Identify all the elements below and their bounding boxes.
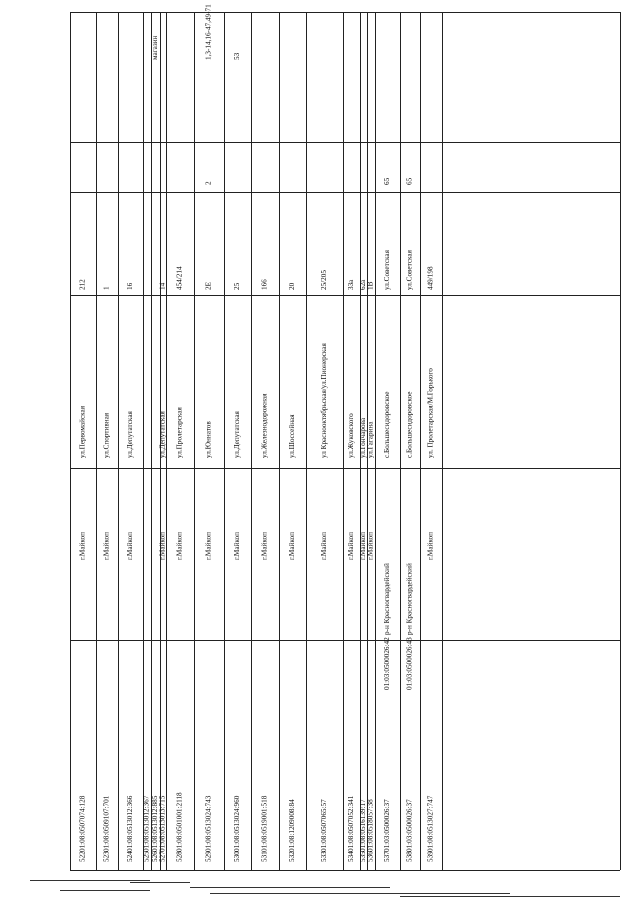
scan-artifact-line [210,893,510,894]
city: г.Майкоп [126,532,134,560]
city: г.Майкоп [426,532,435,560]
grid-line [279,12,280,870]
scan-artifact-line [400,896,620,897]
row-number: 531 [260,851,269,862]
scan-artifact-line [130,882,190,883]
grid-line [143,12,144,870]
row-number: 533 [320,851,328,862]
cadastral-number: 01:03:0500026:37 [405,799,414,852]
row-number: 535 [359,851,367,862]
row-number: 539 [426,851,435,862]
house: 25/205 [320,270,328,290]
city: г.Майкоп [260,532,269,560]
grid-line [118,12,119,870]
city: г.Майкоп [175,532,184,560]
city: г.Майкоп [366,532,375,560]
row-number: 536 [366,851,375,862]
row-number: 527 [158,851,167,862]
street: с.Большесидоровское [405,391,414,458]
cadastral-number: 01:08:0509107:701 [102,795,111,852]
house: 212 [78,279,87,290]
grid-line [306,12,307,870]
city: г.Майкоп [158,532,167,560]
house: 454/214 [175,266,184,290]
house: ул.Советская [383,250,391,290]
cadastral-number: 01:03:0500026:37 [383,799,391,852]
house: 16 [126,282,134,290]
grid-line [251,12,252,870]
note: 1,3-14,16-47,49-71 [204,4,213,60]
street: ул.Депутатская [126,411,134,458]
house: 449/198 [426,266,435,290]
city: г.Майкоп [78,532,87,560]
row-number: 528 [175,851,184,862]
grid-line [442,12,443,870]
grid-line [70,870,620,871]
city: г.Майкоп [359,532,367,560]
grid-line [70,142,620,143]
house: 166 [260,279,269,290]
city: г.Майкоп [233,532,241,560]
building: 2 [204,181,213,185]
grid-line [620,12,621,870]
row-number: 534 [347,851,355,862]
cadastral-number: 01:08:0516139:17 [359,799,367,852]
cadastral-number: 01:08:0513012:366 [126,795,134,852]
row-number: 526 [151,851,159,862]
scan-artifact-line [60,890,150,891]
street: ул.Гончарова [359,417,367,458]
grid-line [96,12,97,870]
grid-line [400,12,401,870]
street: ул.Жуковского [347,413,355,458]
house: 14 [158,282,167,290]
city: г.Майкоп [204,532,213,560]
grid-line [375,12,376,870]
area-cadastral: 01:03:0500026:42 [383,637,391,690]
street: с.Большесидоровское [383,391,391,458]
street: ул.Депутатская [158,411,167,458]
row-number: 538 [405,851,414,862]
district: р-н Красногвардейский [383,563,391,635]
grid-line [343,12,344,870]
row-number: 524 [126,851,134,862]
cadastral-number: 01:08:0513024:743 [204,795,213,852]
building: 65 [405,177,414,185]
cadastral-number: 01:08:0501001:2118 [175,792,184,852]
cadastral-number: 01:08:0518057:38 [366,799,375,852]
row-number: 537 [383,851,391,862]
street: ул.Гагарина [366,421,375,458]
grid-line [151,12,152,870]
grid-line [70,12,620,13]
cadastral-number: 01:08:0513027:747 [426,795,435,852]
city: г.Майкоп [320,532,328,560]
grid-line [420,12,421,870]
row-number: 532 [288,851,296,862]
row-number: 523 [102,851,111,862]
grid-line [70,640,620,641]
street: ул.Железнодорожная [260,393,269,458]
house: 20 [288,282,296,290]
street: ул.Юннатов [204,421,213,458]
row-number: 530 [233,851,241,862]
street: ул.Спортивная [102,412,111,458]
grid-line [224,12,225,870]
cadastral-number: 01:08:0513024:960 [233,795,241,852]
scan-artifact-line [30,880,150,881]
street: ул.Первомайская [78,405,87,458]
row-number: 522 [78,851,87,862]
grid-line [70,12,71,870]
cadastral-number: 01:08:1209008:84 [288,799,296,852]
district: р-н Красногвардейский [405,563,414,635]
city: г.Майкоп [288,532,296,560]
street: ул. Пролетарская/М.Горького [426,368,435,458]
city: г.Майкоп [347,532,355,560]
row-number: 525 [142,851,151,862]
house: 25 [233,282,241,290]
scan-artifact-line [190,887,390,888]
row-number: 529 [204,851,213,862]
city: г.Майкоп [102,532,111,560]
cadastral-number: 01:08:0513012:885 [151,795,159,852]
cadastral-number: 01:08:0507065:57 [320,799,328,852]
building: 65 [383,177,391,185]
note: 53 [233,52,241,60]
street: ул.Шоссейная [288,414,296,458]
grid-line [70,192,620,193]
cadastral-number: 01:08:0519001:518 [260,795,269,852]
house: 1 [102,286,111,290]
grid-line [70,295,620,296]
street: ул.Пролетарская [175,407,184,458]
area-cadastral: 01:03:0500026:43 [405,637,414,690]
note: магазин [151,35,159,60]
grid-line [194,12,195,870]
cadastral-number: 01:08:0507052:341 [347,795,355,852]
grid-line [70,468,620,469]
house: 1В [366,281,375,290]
house: 62а [359,279,367,290]
house: ул.Советская [405,250,414,290]
house: 2Е [204,282,213,290]
cadastral-number: 01:08:0507074:128 [78,795,87,852]
street: ул Краснооктябрьская/ул.Пионерская [320,343,328,458]
cadastral-number: 01:08:0513012:367 [142,795,151,852]
cadastral-number: 01:08:0513013:715 [158,795,167,852]
street: ул.Депутатская [233,411,241,458]
house: 33а [347,279,355,290]
